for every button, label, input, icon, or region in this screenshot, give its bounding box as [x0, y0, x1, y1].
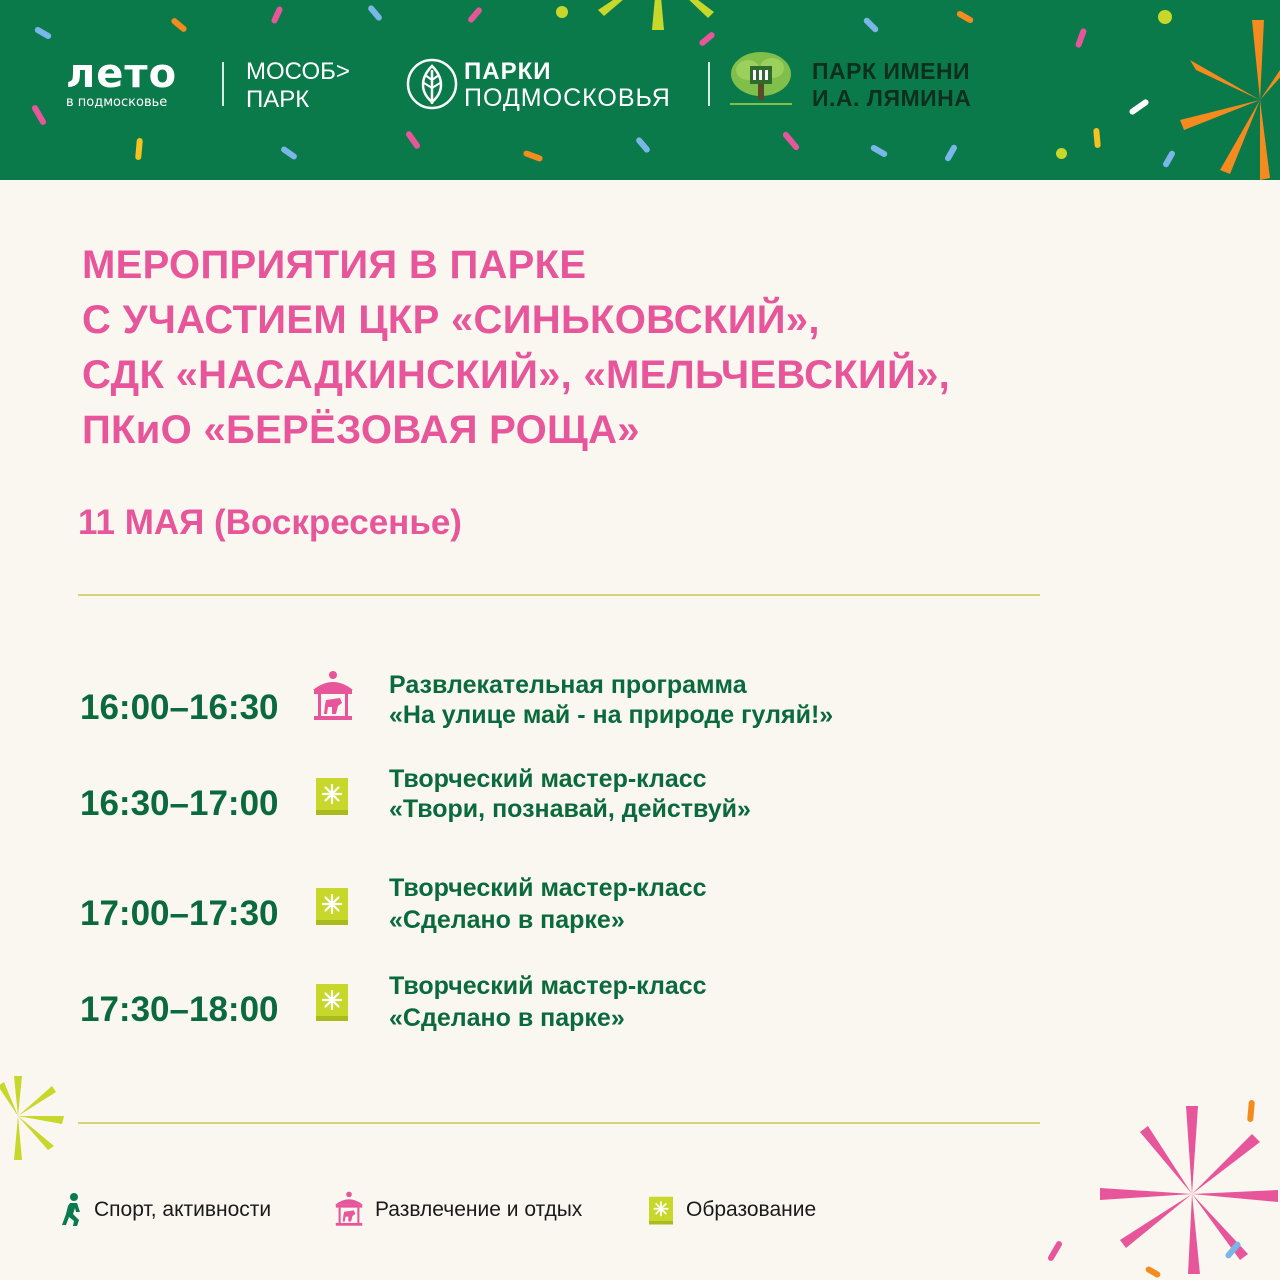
park-lyamin-logo[interactable] [812, 58, 971, 112]
event-type: Развлекательная программа [389, 671, 747, 699]
leaf-icon [406, 58, 458, 110]
header-banner [0, 0, 1280, 180]
event-date: 11 МАЯ (Воскресенье) [78, 503, 462, 542]
confetti [270, 6, 283, 25]
confetti [367, 4, 383, 22]
tree-emblem-icon [728, 50, 794, 110]
divider [708, 62, 710, 106]
event-title: «Сделано в парке» [389, 1004, 625, 1032]
event-description [389, 872, 707, 936]
runner-icon [62, 1192, 86, 1230]
event-description [389, 670, 833, 730]
carousel-icon [333, 1190, 365, 1228]
book-icon [316, 888, 348, 926]
page-title [82, 238, 950, 458]
event-time: 17:30–18:00 [80, 990, 279, 1029]
event-type: Творческий мастер-класс [389, 765, 707, 793]
event-type: Творческий мастер-класс [389, 874, 707, 902]
divider [222, 62, 224, 106]
event-description [389, 764, 751, 824]
book-icon [649, 1196, 673, 1226]
carousel-icon [310, 670, 356, 722]
confetti [635, 136, 651, 154]
lyamin-logo-line2: И.А. ЛЯМИНА [812, 85, 972, 111]
divider-top [78, 594, 1040, 596]
parks-logo-line1: ПАРКИ [464, 58, 552, 85]
book-icon [316, 778, 348, 816]
confetti [1158, 10, 1172, 24]
lime-star-decoration [570, 0, 740, 70]
confetti [34, 26, 53, 40]
confetti [956, 10, 975, 24]
confetti [1075, 28, 1087, 49]
legend [0, 1190, 1280, 1240]
confetti [280, 145, 298, 160]
confetti [556, 6, 568, 18]
leto-logo-text: лето [66, 51, 178, 97]
parks-logo-line2: ПОДМОСКОВЬЯ [464, 84, 671, 112]
event-title: «На улице май - на природе гуляй!» [389, 701, 834, 729]
confetti [467, 6, 483, 24]
mosobl-logo-line1: МОСОБ> [246, 58, 350, 85]
confetti [31, 104, 47, 126]
leto-logo-subtitle: в подмосковье [66, 95, 168, 110]
title-line: МЕРОПРИЯТИЯ В ПАРКЕ [82, 243, 587, 287]
lime-star-decoration [0, 1072, 70, 1162]
mosobl-park-logo[interactable] [246, 58, 350, 114]
event-title: «Твори, познавай, действуй» [389, 795, 751, 823]
confetti [782, 131, 801, 152]
divider-bottom [78, 1122, 1040, 1124]
confetti [1128, 98, 1149, 116]
legend-label: Развлечение и отдых [375, 1198, 583, 1221]
confetti [405, 130, 421, 150]
confetti [944, 144, 958, 163]
confetti [1093, 128, 1101, 148]
confetti [170, 17, 188, 33]
mosobl-logo-line2: ПАРК [246, 86, 310, 113]
leto-logo[interactable] [66, 51, 178, 110]
confetti [1056, 148, 1067, 159]
orange-star-decoration [1180, 20, 1280, 180]
lyamin-logo-line1: ПАРК ИМЕНИ [812, 58, 971, 84]
event-time: 16:00–16:30 [80, 688, 279, 727]
event-time: 16:30–17:00 [80, 784, 279, 823]
confetti [863, 17, 880, 34]
title-line: СДК «НАСАДКИНСКИЙ», «МЕЛЬЧЕВСКИЙ», [82, 353, 951, 397]
confetti [1047, 1240, 1063, 1262]
confetti [135, 138, 143, 160]
legend-label: Образование [686, 1198, 817, 1221]
event-title: «Сделано в парке» [389, 906, 625, 934]
title-line: ПКиО «БЕРЁЗОВАЯ РОЩА» [82, 408, 640, 452]
event-type: Творческий мастер-класс [389, 972, 707, 1000]
confetti [523, 150, 544, 162]
confetti [870, 144, 889, 158]
event-description [389, 970, 707, 1034]
legend-label: Спорт, активности [94, 1198, 272, 1221]
book-icon [316, 984, 348, 1022]
event-time: 17:00–17:30 [80, 894, 279, 933]
confetti [1162, 150, 1176, 169]
title-line: С УЧАСТИЕМ ЦКР «СИНЬКОВСКИЙ», [82, 298, 820, 342]
